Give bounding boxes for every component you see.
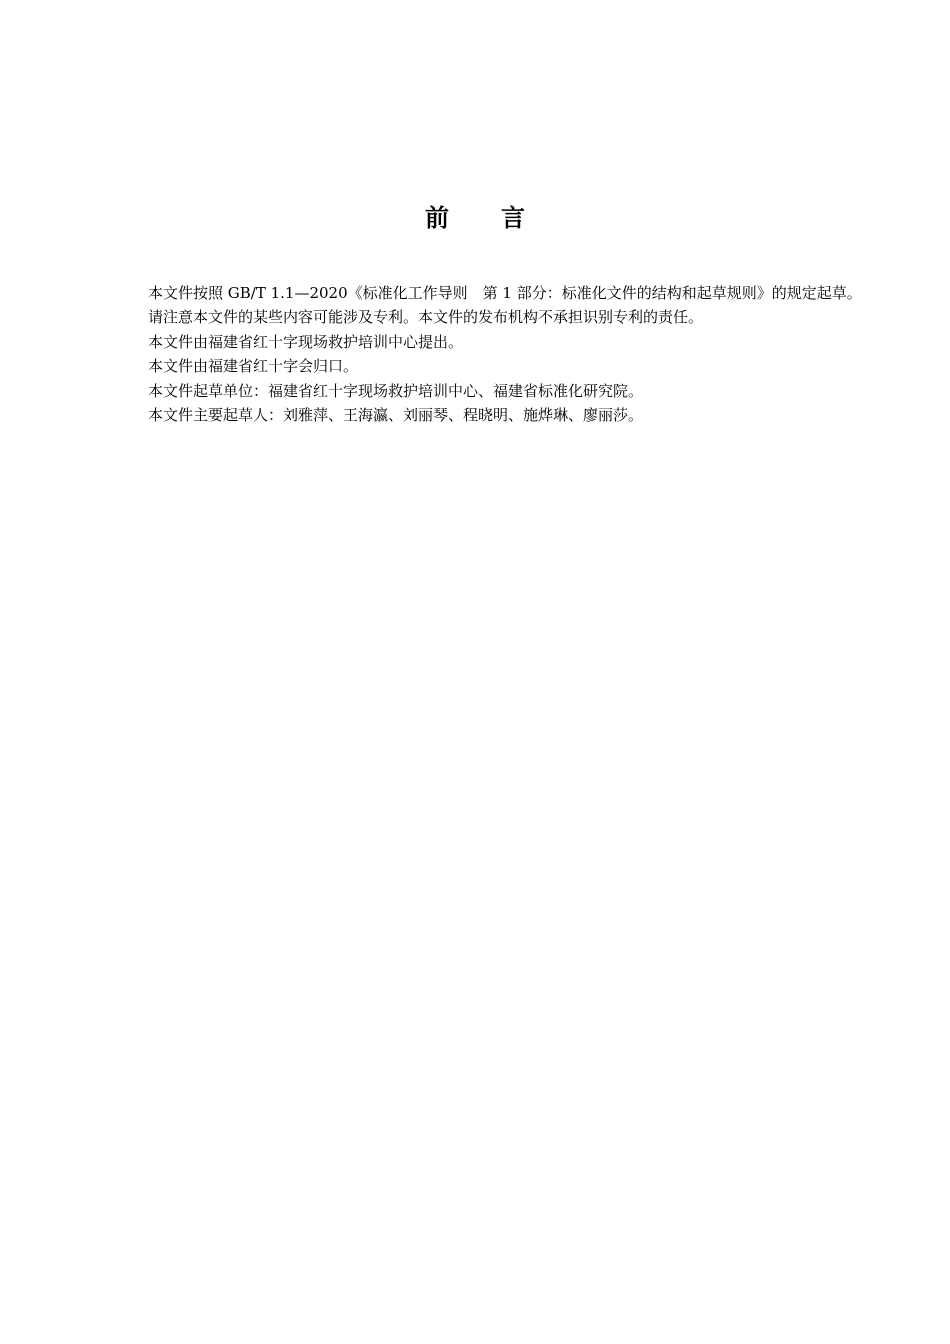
title-char-2: 言 xyxy=(501,204,525,232)
foreword-body xyxy=(114,281,862,427)
paragraph-centralized-by: 本文件由福建省红十字会归口。 xyxy=(148,357,359,376)
page-title xyxy=(0,200,950,236)
paragraph-proposer: 本文件由福建省红十字现场救护培训中心提出。 xyxy=(148,332,464,351)
paragraph-main-drafters: 本文件主要起草人：刘雅萍、王海瀛、刘丽琴、程晓明、施烨琳、廖丽莎。 xyxy=(148,406,644,425)
paragraph-drafting-units: 本文件起草单位：福建省红十字现场救护培训中心、福建省标准化研究院。 xyxy=(148,381,644,400)
paragraph-patent-notice: 请注意本文件的某些内容可能涉及专利。本文件的发布机构不承担识别专利的责任。 xyxy=(148,308,704,327)
paragraph-drafting-rules: 本文件按照 GB/T 1.1—2020《标准化工作导则 第 1 部分：标准化文件的结构和起草规则》的规定起草。 xyxy=(148,284,862,302)
title-char-1: 前 xyxy=(425,204,449,232)
